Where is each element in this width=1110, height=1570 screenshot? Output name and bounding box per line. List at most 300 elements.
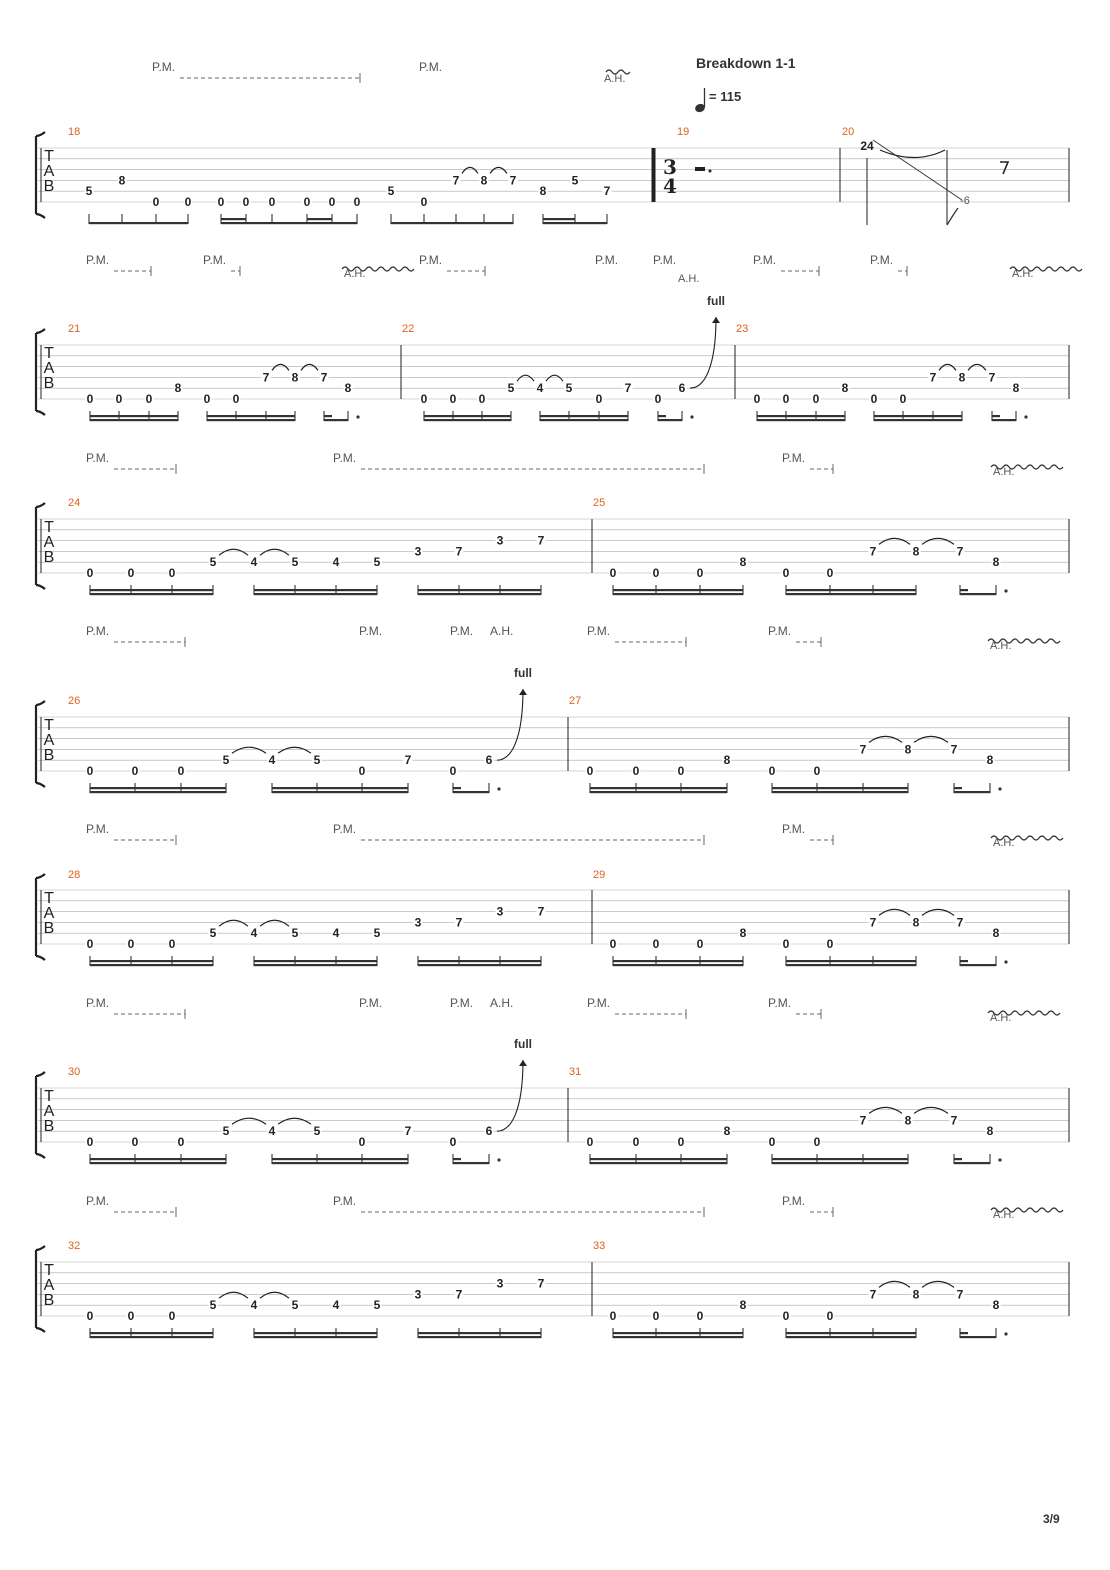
beam bbox=[874, 419, 962, 421]
fret-number: 0 bbox=[870, 392, 878, 406]
tie-arc bbox=[869, 1107, 902, 1113]
beam bbox=[954, 1162, 990, 1164]
measure-number: 30 bbox=[68, 1066, 81, 1078]
beam bbox=[613, 964, 743, 966]
measure-number: 19 bbox=[677, 126, 690, 138]
fret-number: 0 bbox=[595, 392, 603, 406]
fret-number: 0 bbox=[358, 764, 366, 778]
palm-mute-label: P.M. bbox=[782, 822, 806, 836]
fret-number: 8 bbox=[118, 173, 126, 188]
fret-number: 8 bbox=[992, 926, 1000, 941]
fret-number: 8 bbox=[539, 184, 547, 199]
beam-secondary bbox=[418, 589, 541, 591]
beam-secondary bbox=[254, 589, 377, 591]
beam-secondary bbox=[418, 960, 541, 962]
fret-number: 0 bbox=[768, 764, 776, 778]
fret-number: 5 bbox=[373, 555, 381, 570]
fret-number: 0 bbox=[420, 195, 428, 209]
page-number: 3/9 bbox=[1043, 1512, 1060, 1526]
beam bbox=[90, 791, 226, 793]
measure-number: 32 bbox=[68, 1240, 81, 1252]
fret-number: 5 bbox=[571, 173, 579, 188]
fret-number: 0 bbox=[652, 1309, 660, 1323]
beam bbox=[324, 419, 348, 421]
palm-mute-label: P.M. bbox=[870, 253, 894, 267]
beam-hook bbox=[453, 787, 461, 789]
palm-mute-label: P.M. bbox=[203, 253, 227, 267]
beam-secondary bbox=[613, 960, 743, 962]
fret-number: 3 bbox=[414, 544, 422, 559]
fret-number: 0 bbox=[353, 195, 361, 209]
measure-number: 22 bbox=[402, 323, 415, 335]
beam bbox=[418, 593, 541, 595]
tab-clef-t: T bbox=[44, 345, 54, 362]
tie-arc bbox=[260, 1292, 289, 1298]
tie-arc bbox=[278, 747, 311, 753]
fret-number: 7 bbox=[603, 184, 611, 199]
augmentation-dot bbox=[998, 787, 1001, 790]
fret-number: 0 bbox=[768, 1135, 776, 1149]
tie-arc bbox=[968, 364, 986, 370]
tab-clef-a: A bbox=[43, 1277, 55, 1294]
beam-hook bbox=[324, 415, 332, 417]
notation-text-layer bbox=[44, 60, 1034, 1323]
fret-number: 3 bbox=[414, 915, 422, 930]
fret-number: 0 bbox=[86, 937, 94, 951]
palm-mute-label: P.M. bbox=[782, 451, 806, 465]
augmentation-dot bbox=[497, 1158, 500, 1161]
beam bbox=[254, 593, 377, 595]
beam-secondary bbox=[418, 1332, 541, 1334]
fret-number: 8 bbox=[904, 742, 912, 757]
beam-secondary bbox=[90, 589, 213, 591]
fret-number: 7 bbox=[869, 1287, 877, 1302]
palm-mute-label: P.M. bbox=[86, 1194, 110, 1208]
fret-number: 0 bbox=[813, 764, 821, 778]
beam bbox=[90, 419, 178, 421]
fret-number: 0 bbox=[478, 392, 486, 406]
fret-number: 0 bbox=[86, 566, 94, 580]
measure-number: 21 bbox=[68, 323, 81, 335]
fret-number: 8 bbox=[992, 555, 1000, 570]
beam bbox=[453, 791, 489, 793]
fret-number: 8 bbox=[986, 753, 994, 768]
palm-mute-label: P.M. bbox=[359, 624, 383, 638]
fret-number: 7 bbox=[929, 370, 937, 385]
fret-number: 7 bbox=[537, 904, 545, 919]
beam-secondary bbox=[307, 218, 332, 220]
beam-secondary bbox=[772, 1158, 908, 1160]
fret-number: 4 bbox=[250, 926, 258, 941]
tie-arc bbox=[939, 364, 956, 370]
beam-hook bbox=[453, 1158, 461, 1160]
beam bbox=[254, 1336, 377, 1338]
fret-number: 0 bbox=[449, 1135, 457, 1149]
fret-number: 5 bbox=[222, 1124, 230, 1139]
tab-clef-a: A bbox=[43, 905, 55, 922]
fret-number: 0 bbox=[609, 1309, 617, 1323]
augmentation-dot bbox=[998, 1158, 1001, 1161]
tie-arc bbox=[260, 920, 289, 926]
artificial-harmonic-label: A.H. bbox=[490, 624, 514, 638]
fret-number: 7 bbox=[950, 1113, 958, 1128]
tab-clef-b: B bbox=[43, 920, 55, 937]
tab-clef-a: A bbox=[43, 360, 55, 377]
fret-number: 0 bbox=[127, 566, 135, 580]
beam bbox=[772, 1162, 908, 1164]
beam bbox=[272, 1162, 408, 1164]
fret-number: 8 bbox=[904, 1113, 912, 1128]
beam bbox=[90, 593, 213, 595]
beam-hook bbox=[960, 589, 968, 591]
fret-number: 0 bbox=[586, 1135, 594, 1149]
fret-number: 0 bbox=[826, 1309, 834, 1323]
palm-mute-label: P.M. bbox=[86, 451, 110, 465]
beam-hook bbox=[954, 1158, 962, 1160]
measure-number: 26 bbox=[68, 695, 81, 707]
fret-number: 4 bbox=[332, 555, 340, 570]
tie-arc bbox=[219, 1292, 248, 1298]
fret-number: 5 bbox=[209, 555, 217, 570]
beam bbox=[418, 1336, 541, 1338]
artificial-harmonic-label: A.H. bbox=[990, 1012, 1012, 1024]
tab-clef-b: B bbox=[43, 178, 55, 195]
fret-number: 0 bbox=[609, 566, 617, 580]
fret-number: 5 bbox=[85, 184, 93, 199]
beam-secondary bbox=[590, 1158, 727, 1160]
fret-number: 0 bbox=[303, 195, 311, 209]
beam-secondary bbox=[786, 589, 916, 591]
fret-number: 0 bbox=[782, 566, 790, 580]
fret-number: 4 bbox=[536, 381, 544, 396]
measure-number: 27 bbox=[569, 695, 582, 707]
artificial-harmonic-label: A.H. bbox=[990, 640, 1012, 652]
fret-number: 5 bbox=[209, 1298, 217, 1313]
tie-arc bbox=[879, 1281, 910, 1287]
fret-number: 8 bbox=[291, 370, 299, 385]
artificial-harmonic-label: A.H. bbox=[490, 996, 514, 1010]
augmentation-dot bbox=[497, 787, 500, 790]
beam-secondary bbox=[772, 787, 908, 789]
fret-number: 7 bbox=[262, 370, 270, 385]
fret-number: 8 bbox=[958, 370, 966, 385]
fret-number: 0 bbox=[328, 195, 336, 209]
fret-number: 24 bbox=[860, 139, 874, 153]
palm-mute-label: P.M. bbox=[86, 253, 110, 267]
fret-number: 7 bbox=[404, 1124, 412, 1139]
palm-mute-label: P.M. bbox=[768, 624, 792, 638]
measure-number: 20 bbox=[842, 126, 855, 138]
beam bbox=[954, 791, 990, 793]
beam-secondary bbox=[90, 1158, 226, 1160]
fret-number: 8 bbox=[739, 555, 747, 570]
fret-number: 4 bbox=[332, 926, 340, 941]
tab-clef-a: A bbox=[43, 732, 55, 749]
augmentation-dot bbox=[1004, 589, 1007, 592]
fret-number: 0 bbox=[86, 392, 94, 406]
fret-number: 0 bbox=[168, 1309, 176, 1323]
fret-number: 7 bbox=[404, 753, 412, 768]
beam-secondary bbox=[874, 415, 962, 417]
fret-number: 0 bbox=[127, 937, 135, 951]
fret-number: 0 bbox=[358, 1135, 366, 1149]
artificial-harmonic-label: A.H. bbox=[993, 466, 1015, 478]
fret-number: 3 bbox=[414, 1287, 422, 1302]
fret-number: 0 bbox=[86, 764, 94, 778]
beam bbox=[540, 419, 628, 421]
artificial-harmonic-label: A.H. bbox=[678, 273, 700, 285]
tie-arc bbox=[914, 736, 948, 742]
half-rest-icon bbox=[695, 167, 705, 171]
beam-secondary bbox=[90, 1332, 213, 1334]
fret-number: 0 bbox=[86, 1135, 94, 1149]
fret-number: 5 bbox=[291, 1298, 299, 1313]
measure-number: 33 bbox=[593, 1240, 606, 1252]
artificial-harmonic-label: A.H. bbox=[604, 73, 626, 85]
augmentation-dot bbox=[690, 415, 693, 418]
bend-full-label: full bbox=[514, 1037, 532, 1051]
fret-number: 8 bbox=[912, 544, 920, 559]
beam bbox=[613, 593, 743, 595]
beam-secondary bbox=[272, 1158, 408, 1160]
fret-number: 0 bbox=[177, 1135, 185, 1149]
augmentation-dot bbox=[1004, 960, 1007, 963]
fret-number: 4 bbox=[268, 753, 276, 768]
time-signature-top: 3 bbox=[663, 155, 677, 179]
beam bbox=[786, 964, 916, 966]
beam-secondary bbox=[221, 218, 246, 220]
fret-number: 8 bbox=[739, 926, 747, 941]
tie-arc bbox=[914, 1107, 948, 1113]
palm-mute-label: P.M. bbox=[333, 1194, 357, 1208]
fret-number: 0 bbox=[782, 937, 790, 951]
beam bbox=[90, 1162, 226, 1164]
beam-secondary bbox=[543, 218, 575, 220]
tie-arc bbox=[272, 364, 289, 370]
artificial-harmonic-label: A.H. bbox=[993, 1209, 1015, 1221]
beam bbox=[254, 964, 377, 966]
fret-number: 0 bbox=[782, 1309, 790, 1323]
fret-number: 8 bbox=[344, 381, 352, 396]
fret-number: 7 bbox=[956, 915, 964, 930]
fret-number: 0 bbox=[177, 764, 185, 778]
palm-mute-label: P.M. bbox=[450, 624, 474, 638]
beam-hook bbox=[992, 415, 1000, 417]
fret-number: 0 bbox=[152, 195, 160, 209]
tab-clef-t: T bbox=[44, 717, 54, 734]
fret-number: 0 bbox=[127, 1309, 135, 1323]
tie-arc bbox=[922, 1281, 954, 1287]
measure-number: 23 bbox=[736, 323, 749, 335]
palm-mute-label: P.M. bbox=[86, 624, 110, 638]
beam bbox=[772, 791, 908, 793]
fret-number: 4 bbox=[250, 555, 258, 570]
fret-number: 3 bbox=[496, 1276, 504, 1291]
tie-arc bbox=[922, 909, 954, 915]
section-title: Breakdown 1-1 bbox=[696, 55, 796, 71]
beam-hook bbox=[960, 1332, 968, 1334]
fret-number: 0 bbox=[242, 195, 250, 209]
beam-secondary bbox=[786, 960, 916, 962]
beam-hook bbox=[658, 415, 666, 417]
augmentation-dot bbox=[356, 415, 359, 418]
beam bbox=[543, 222, 607, 224]
tab-clef-b: B bbox=[43, 1118, 55, 1135]
bend-full-label: full bbox=[514, 666, 532, 680]
fret-number: 6 bbox=[485, 753, 493, 768]
beam-secondary bbox=[254, 960, 377, 962]
fret-number: 0 bbox=[696, 566, 704, 580]
fret-number: 0 bbox=[812, 392, 820, 406]
fret-number: 3 bbox=[496, 904, 504, 919]
tab-clef-t: T bbox=[44, 1262, 54, 1279]
beam bbox=[786, 1336, 916, 1338]
fret-number: 0 bbox=[632, 764, 640, 778]
fret-number: 7 bbox=[452, 173, 460, 188]
fret-number: 7 bbox=[869, 544, 877, 559]
beam-secondary bbox=[207, 415, 295, 417]
fret-number: 7 bbox=[509, 173, 517, 188]
beam bbox=[272, 791, 408, 793]
fret-number: 0 bbox=[609, 937, 617, 951]
artificial-harmonic-label: A.H. bbox=[993, 837, 1015, 849]
time-signature-bottom: 4 bbox=[663, 174, 677, 198]
fret-number: 0 bbox=[131, 1135, 139, 1149]
fret-number: 5 bbox=[313, 1124, 321, 1139]
measure-number: 24 bbox=[68, 497, 81, 509]
fret-number: 0 bbox=[813, 1135, 821, 1149]
fret-number: 5 bbox=[373, 1298, 381, 1313]
fret-number: 0 bbox=[449, 764, 457, 778]
tie-arc bbox=[301, 364, 318, 370]
beam bbox=[757, 419, 845, 421]
beam-secondary bbox=[424, 415, 511, 417]
tie-arc bbox=[517, 375, 534, 381]
fret-number: 7 bbox=[950, 742, 958, 757]
fret-number: 0 bbox=[654, 392, 662, 406]
fret-number: 0 bbox=[232, 392, 240, 406]
fret-number: 4 bbox=[268, 1124, 276, 1139]
tie-arc bbox=[232, 747, 266, 753]
augmentation-dot bbox=[1024, 415, 1027, 418]
palm-mute-label: P.M. bbox=[450, 996, 474, 1010]
fret-number: 4 bbox=[250, 1298, 258, 1313]
fret-number: 8 bbox=[739, 1298, 747, 1313]
beam bbox=[658, 419, 682, 421]
fret-number: 7 bbox=[956, 1287, 964, 1302]
fret-number: 6 bbox=[485, 1124, 493, 1139]
tie-arc bbox=[219, 549, 248, 555]
fret-number: 5 bbox=[373, 926, 381, 941]
fret-number: 7 bbox=[537, 1276, 545, 1291]
beam bbox=[391, 222, 513, 224]
palm-mute-label: P.M. bbox=[587, 996, 611, 1010]
beam bbox=[89, 222, 188, 224]
tempo-marking: = 115 bbox=[709, 89, 742, 104]
fret-number: 0 bbox=[677, 1135, 685, 1149]
fret-number: 0 bbox=[420, 392, 428, 406]
fret-number: 5 bbox=[565, 381, 573, 396]
bend-full-label: full bbox=[707, 294, 725, 308]
fret-number: 5 bbox=[313, 753, 321, 768]
fret-number: 8 bbox=[992, 1298, 1000, 1313]
tie-arc bbox=[490, 167, 507, 173]
bend-arrow-icon bbox=[712, 317, 720, 323]
palm-mute-label: P.M. bbox=[86, 996, 110, 1010]
fret-number: 0 bbox=[168, 566, 176, 580]
fret-number: 8 bbox=[912, 915, 920, 930]
tab-clef-b: B bbox=[43, 549, 55, 566]
beam-secondary bbox=[254, 1332, 377, 1334]
fret-number: 7 bbox=[859, 1113, 867, 1128]
fret-number: 0 bbox=[268, 195, 276, 209]
fret-number-small: -6 bbox=[960, 195, 970, 207]
bend-arrow-icon bbox=[519, 689, 527, 695]
fret-number: 0 bbox=[115, 392, 123, 406]
beam-secondary bbox=[90, 415, 178, 417]
artificial-harmonic-label: A.H. bbox=[1012, 268, 1034, 280]
fret-number: 7 bbox=[624, 381, 632, 396]
fret-number: 0 bbox=[652, 566, 660, 580]
tie-arc bbox=[922, 538, 954, 544]
beam-secondary bbox=[613, 1332, 743, 1334]
beam-secondary bbox=[757, 415, 845, 417]
tab-clef-t: T bbox=[44, 1088, 54, 1105]
beam bbox=[613, 1336, 743, 1338]
tie-arc bbox=[879, 538, 910, 544]
fret-number: 0 bbox=[677, 764, 685, 778]
fret-number: 7 bbox=[455, 915, 463, 930]
beam-secondary bbox=[540, 415, 628, 417]
fret-number: 0 bbox=[652, 937, 660, 951]
fret-number: 0 bbox=[826, 937, 834, 951]
beam bbox=[418, 964, 541, 966]
fret-number: 8 bbox=[912, 1287, 920, 1302]
beam-secondary bbox=[786, 1332, 916, 1334]
fret-number: 7 bbox=[869, 915, 877, 930]
tie-arc bbox=[879, 909, 910, 915]
tie-arc bbox=[232, 1118, 266, 1124]
staff-lines-layer bbox=[36, 132, 1069, 1332]
beam bbox=[221, 222, 357, 224]
fret-number: 8 bbox=[841, 381, 849, 396]
tab-clef-a: A bbox=[43, 1103, 55, 1120]
augmentation-dot bbox=[1004, 1332, 1007, 1335]
fret-number: 0 bbox=[217, 195, 225, 209]
fret-number: 7 bbox=[956, 544, 964, 559]
palm-mute-label: P.M. bbox=[333, 451, 357, 465]
palm-mute-label: P.M. bbox=[595, 253, 619, 267]
palm-mute-label: P.M. bbox=[152, 60, 176, 74]
tab-clef-a: A bbox=[43, 163, 55, 180]
beam bbox=[590, 1162, 727, 1164]
fret-number: 5 bbox=[507, 381, 515, 396]
beam bbox=[960, 1336, 996, 1338]
bend-arrow-icon bbox=[519, 1060, 527, 1066]
fret-number: 7 bbox=[455, 544, 463, 559]
fret-number: 0 bbox=[696, 937, 704, 951]
fret-number: 8 bbox=[723, 1124, 731, 1139]
tab-clef-t: T bbox=[44, 519, 54, 536]
measure-number: 31 bbox=[569, 1066, 582, 1078]
tab-clef-a: A bbox=[43, 534, 55, 551]
palm-mute-label: P.M. bbox=[768, 996, 792, 1010]
fret-number: 6 bbox=[678, 381, 686, 396]
beam bbox=[590, 791, 727, 793]
measure-number: 29 bbox=[593, 869, 606, 881]
fret-number: 3 bbox=[496, 533, 504, 548]
tie-arc bbox=[260, 549, 289, 555]
